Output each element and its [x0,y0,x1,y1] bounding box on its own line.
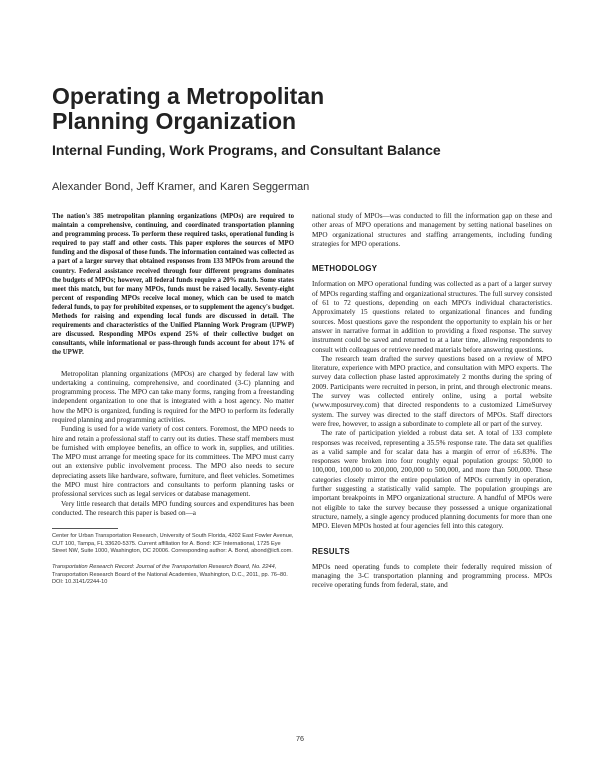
journal-details: Transportation Research Board of the National Academies, Washington, D.C., 2011, pp. 76–80. [52,571,288,578]
right-column [312,212,552,591]
left-column [52,212,294,587]
body-paragraph: The research team drafted the survey questions based on a review of MPO literature, experience with MPO practice, and consultation with MPO experts. The survey data collection phase lasted approximately 2 months during the spring of 2009. Participants were recruited in person, in print, and through electronic means. The survey was collected entirely online, using a portal website (www.mposurvey.com) that directed respondents to a customized LimeSurvey system. The survey was directed to the staff directors of MPOs. Staff directors were free, however, to assign a subordinate to complete all or part of the survey. [312,354,552,428]
footnote-divider [52,528,118,529]
journal-number: No. 2244, [252,564,277,571]
title-line-2: Planning Organization [52,108,297,134]
body-paragraph: Metropolitan planning organizations (MPOs) are charged by federal law with undertaking a continuing, comprehensive, and coordinated (3-C) planning and programming process. The MPO can take many forms, ranging from a freestanding independent organization to one that is integrated with a host agency. No matter how the MPO is organized, funding is required for the MPO to perform its federally required planning and programming activities. [52,369,294,424]
footnote-citation [52,564,294,579]
page-number: 76 [296,734,304,743]
footnote-affiliation: Center for Urban Transportation Research, University of South Florida, 4202 East Fowler Avenue, CUT 100, Tampa, FL 33620-5375. Current affiliation for A. Bond: ICF International, 1725 Eye Street NW, Suite 1000, Washington, DC 20006. Corresponding author: A. Bond, abond@icfi.com. [52,533,294,555]
title-line-1: Operating a Metropolitan [52,83,325,109]
methodology-heading: METHODOLOGY [312,264,378,274]
footnote-doi: DOI: 10.3141/2244-10 [52,579,108,586]
results-heading: RESULTS [312,546,350,556]
body-paragraph: Funding is used for a wide variety of cost centers. Foremost, the MPO needs to hire and retain a professional staff to carry out its duties. These staff members must be furnished with employee benefits, an office to work in, supplies, and utilities. The MPO must arrange for meeting space for its committees. The MPO must carry out an extensive public involvement process. The MPO also needs to secure depreciating assets like hardware, software, furniture, and fleet vehicles. Sometimes the MPO must hire contractors and consultants to perform planning tasks or professional services such as legal services or database management. [52,425,294,499]
author-list: Alexander Bond, Jeff Kramer, and Karen Seggerman [52,181,310,193]
body-paragraph: Information on MPO operational funding was collected as a part of a larger survey of MPOs regarding staffing and organizational structures. The full survey consisted of 61 to 72 questions, depending on each MPO's individual characteristics. Approximately 15 questions related to organizational finances and funding sources. Most questions gave the respondent the opportunity to explain his or her answer in narrative format in addition to providing a fixed response. The survey instrument could be saved and returned to at a later time, allowing respondents to consult with colleagues or retrieve needed materials before answering questions. [312,280,552,354]
journal-name: Transportation Research Record: Journal of the Transportation Research Board, [52,564,251,571]
body-paragraph: Very little research that details MPO funding sources and expenditures has been conducted. The research this paper is based on—a [52,499,294,517]
abstract: The nation's 385 metropolitan planning organizations (MPOs) are required to maintain a comprehensive, continuing, and coordinated transportation planning and programming process. To perform these required tasks, operational funding is required to pay staff and other costs. This paper explores the sources of MPO funding and the disposal of those funds. The information contained was collected as a part of a larger survey that obtained responses from 133 MPOs from around the country. Federal assistance received through four different programs dominates the budgets of MPOs; however, all federal funds require a 20% match. Some states meet this match, but for many MPOs, funds must be raised locally. Seventy-eight percent of responding MPOs receive local money, which can be used to match federal funds, to pay for prohibited expenses, or to supplement the agency's budget. Methods for raising and expending local funds are discussed in detail. The requirements and characteristics of the Unified Planning Work Program (UPWP) are discussed. Responding MPOs expend 25% of their collective budget on consultants, while informational or pass-through funds account for about 17% of the UPWP. [52,213,294,357]
paper-subtitle: Internal Funding, Work Programs, and Consultant Balance [52,142,441,158]
body-paragraph: national study of MPOs—was conducted to fill the information gap on these and other areas of MPO operations and management by setting national baselines on MPO organizational structures and staffing arrangements, including funding strategies for MPO operations. [312,212,552,248]
body-paragraph: MPOs need operating funds to complete their federally required mission of managing the 3-C transportation planning and programming process. MPOs receive operating funds from federal, state, and [312,562,552,590]
body-paragraph: The rate of participation yielded a robust data set. A total of 133 complete responses was received, representing a 35.5% response rate. The data set qualifies as a valid sample and for scalar data has a margin of error of ±6.83%. The responses were broken into four roughly equal population groups: 50,000 to 100,000, 100,000 to 200,000, 200,000 to 500,000, and more than 500,000. These categories closely mirror the entire population of MPOs currently in operation, further suggesting a statistically valid sample. The population groupings are important breakpoints in MPO organizational structure. A handful of MPOs were not eligible to take the survey because they possessed a unique organizational structure, namely, a single agency produced planning documents for more than one MPO. Eleven MPOs hosted at four agencies fell into this category. [312,429,552,531]
paper-title [52,84,552,134]
